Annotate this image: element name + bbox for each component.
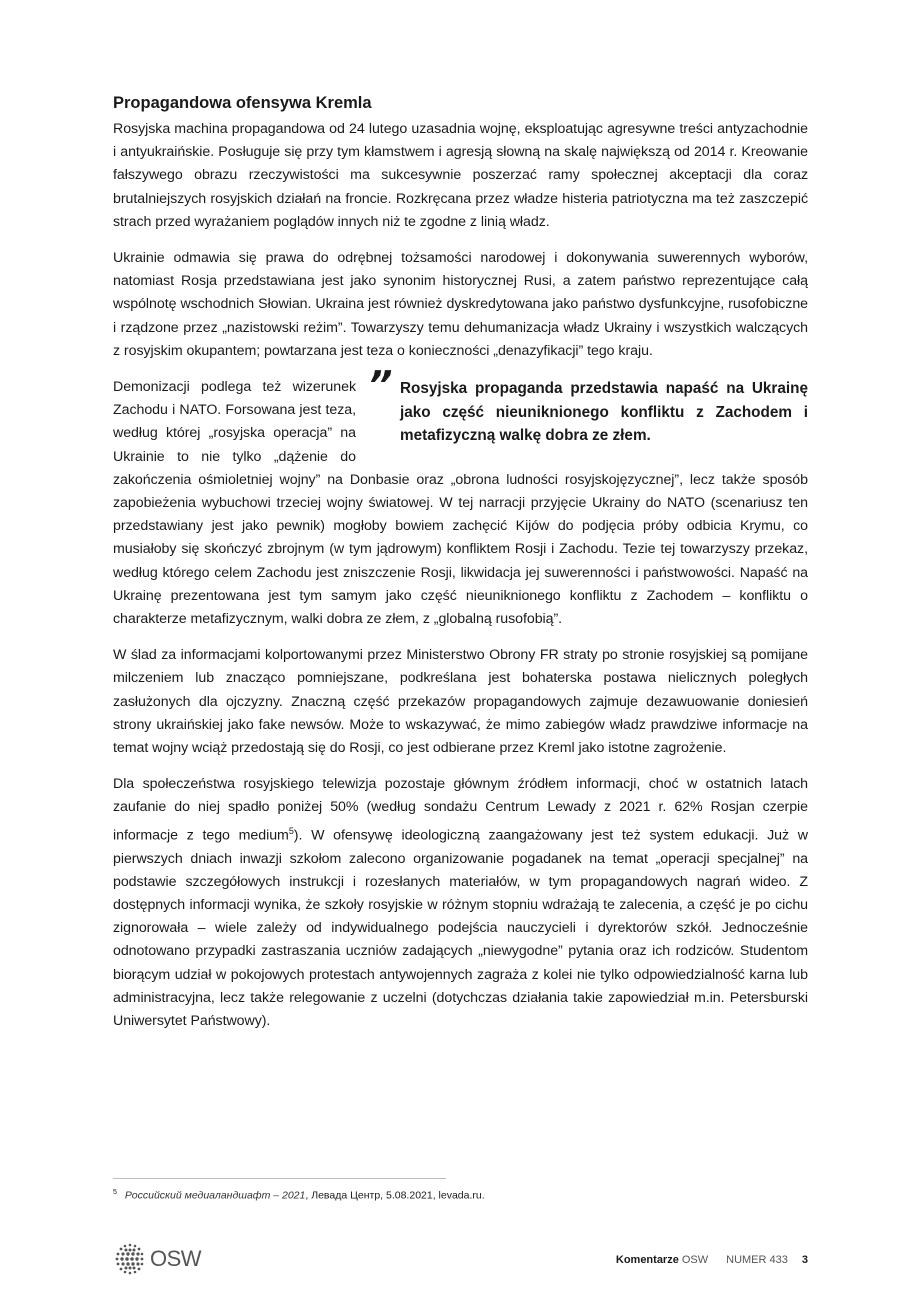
paragraph-5-start: Dla społeczeństwa rosyjskiego telewizja pozostaje głównym źródłem informacji, choć w ostatnich latach zaufanie do niej spadło poniżej 50% (według sondażu Centrum Lewady z 2021 r. 62% Rosjan czerpie informacje z tego medium bbox=[113, 776, 808, 844]
paragraph-5-end: ). W ofensywę ideologiczną zaangażowany jest też system edukacji. Już w pierwszych dniach inwazji szkołom zalecono organizowanie pogadanek na temat „operacji specjalnej” na podstawie szczegółowych instrukcji i rozesłanych materiałów, w tym propagandowych nagrań wideo. Z dostępnych informacji wynika, że szkoły rosyjskie w różnym stopniu wdrażają te zalecenia, a część je po cichu zignorowała – wiele zależy od indywidualnego podejścia nauczycieli i dyrektorów szkół. Jednocześnie odnotowano przypadki zastraszania uczniów zadających „niewygodne” pytania oraz ich rodziców. Studentom biorącym udział w pokojowych protestach antywojennych zagraża z kolei nie tylko odpowiedzialność karna lub administracyjna, lecz także relegowanie z uczelni (dotychczas działania takie zapowiedział m.in. Petersburski Uniwersytet Państwowy). bbox=[113, 827, 808, 1030]
footnote-divider bbox=[113, 1178, 446, 1179]
paragraph-3: Demonizacji podlega też wizerunek Zachodu i NATO. Forsowana jest teza, według której „rosyjska operacja” na Ukrainie to nie tylko „dążenie do zakończenia ośmioletniej wojny” na Donbasie oraz „obrona ludności rosyjskojęzycznej”, lecz także sposób zapobieżenia wybuchowi trzeciej wojny światowej. W tej narracji przyjęcie Ukrainy do NATO (scenariusz ten przedstawiany jest jako pewnik) mogłoby bowiem zachęcić Kijów do podjęcia próby odbicia Krymu, co musiałoby się skończyć zbrojnym (w tym jądrowym) konfliktem Rosji i Zachodu. Tezie tej towarzyszy przekaz, według którego celem Zachodu jest zniszczenie Rosji, likwidacja jej suwerenności i państwowości. Napaść na Ukrainę prezentowana jest tym samym jako część nieuniknionego konfliktu z Zachodem – konfliktu o charakterze metafizycznym, walki dobra ze złem, z „globalną rusofobią”. bbox=[113, 379, 808, 628]
publication-name: Komentarze bbox=[615, 1254, 679, 1266]
paragraph-1: Rosyjska machina propagandowa od 24 lutego uzasadnia wojnę, eksploatując agresywne treści antyzachodnie i antyukraińskie. Posługuje się przy tym kłamstwem i agresją słowną na skalę największą od 2014 r. Kreowanie fałszywego obrazu rzeczywistości ma sukcesywnie poszerzać ramy społecznej akceptacji dla coraz brutalniejszych rosyjskich działań na froncie. Rozkręcana przez władze histeria patriotyczna ma też zaszczepić strach przed wyrażaniem poglądów innych niż te zgodne z linią władz. bbox=[113, 121, 808, 230]
quote-mark-icon: ” bbox=[368, 363, 393, 408]
footnote bbox=[113, 1186, 485, 1203]
paragraph-2: Ukrainie odmawia się prawa do odrębnej tożsamości narodowej i dokonywania suwerennych wyborów, natomiast Rosja przedstawiana jest jako synonim historycznej Rusi, a zatem państwo reprezentujące całą wspólnotę wschodnich Słowian. Ukraina jest również dyskredytowana jako państwo dysfunkcyjne, rusofobiczne i rządzone przez „nazistowski reżim”. Towarzyszy temu dehumanizacja władz Ukrainy i wszystkich walczących z rosyjskim okupantem; powtarzana jest teza o konieczności „denazyfikacji” tego kraju. bbox=[113, 250, 808, 359]
article-body bbox=[113, 92, 808, 1046]
page-number: 3 bbox=[801, 1254, 808, 1266]
logo-text: OSW bbox=[150, 1246, 202, 1271]
footnote-ref[interactable]: 5 bbox=[288, 825, 294, 836]
pullquote bbox=[368, 363, 808, 448]
publication-osw: OSW bbox=[681, 1254, 709, 1266]
pullquote-wrap bbox=[113, 363, 808, 631]
osw-logo bbox=[113, 1242, 201, 1276]
footnote-source: , Левада Центр, 5.08.2021, levada.ru. bbox=[305, 1189, 485, 1202]
issue-number: NUMER 433 bbox=[726, 1254, 788, 1266]
footnote-number: 5 bbox=[113, 1189, 117, 1196]
paragraph-4: W ślad za informacjami kolportowanymi przez Ministerstwo Obrony FR straty po stronie rosyjskiej są pomijane milczeniem lub znacząco pomniejszane, podkreślana jest bohaterska postawa nielicznych poległych zasłużonych dla ojczyzny. Znaczną część przekazów propagandowych zajmuje dezawuowanie doniesień strony ukraińskiej jako fake newsów. Może to wskazywać, że mimo zabiegów władz prawdziwe informacje na temat wojny wciąż przedostają się do Rosji, co jest odbierane przez Kreml jako istotne zagrożenie. bbox=[113, 647, 808, 757]
globe-dots-icon bbox=[113, 1242, 147, 1276]
page-footer bbox=[113, 1242, 808, 1276]
footer-publication-info bbox=[616, 1254, 808, 1266]
footnote-title: Российский медиаландшафт – 2021 bbox=[124, 1189, 306, 1202]
pullquote-text: Rosyjska propaganda przedstawia napaść na Ukrainę jako część nieuniknionego konfliktu z Zachodem i metafizyczną walkę dobra ze złem. bbox=[400, 380, 808, 445]
paragraph-5 bbox=[113, 773, 808, 1033]
section-heading: Propagandowa ofensywa Kremla bbox=[113, 94, 372, 112]
